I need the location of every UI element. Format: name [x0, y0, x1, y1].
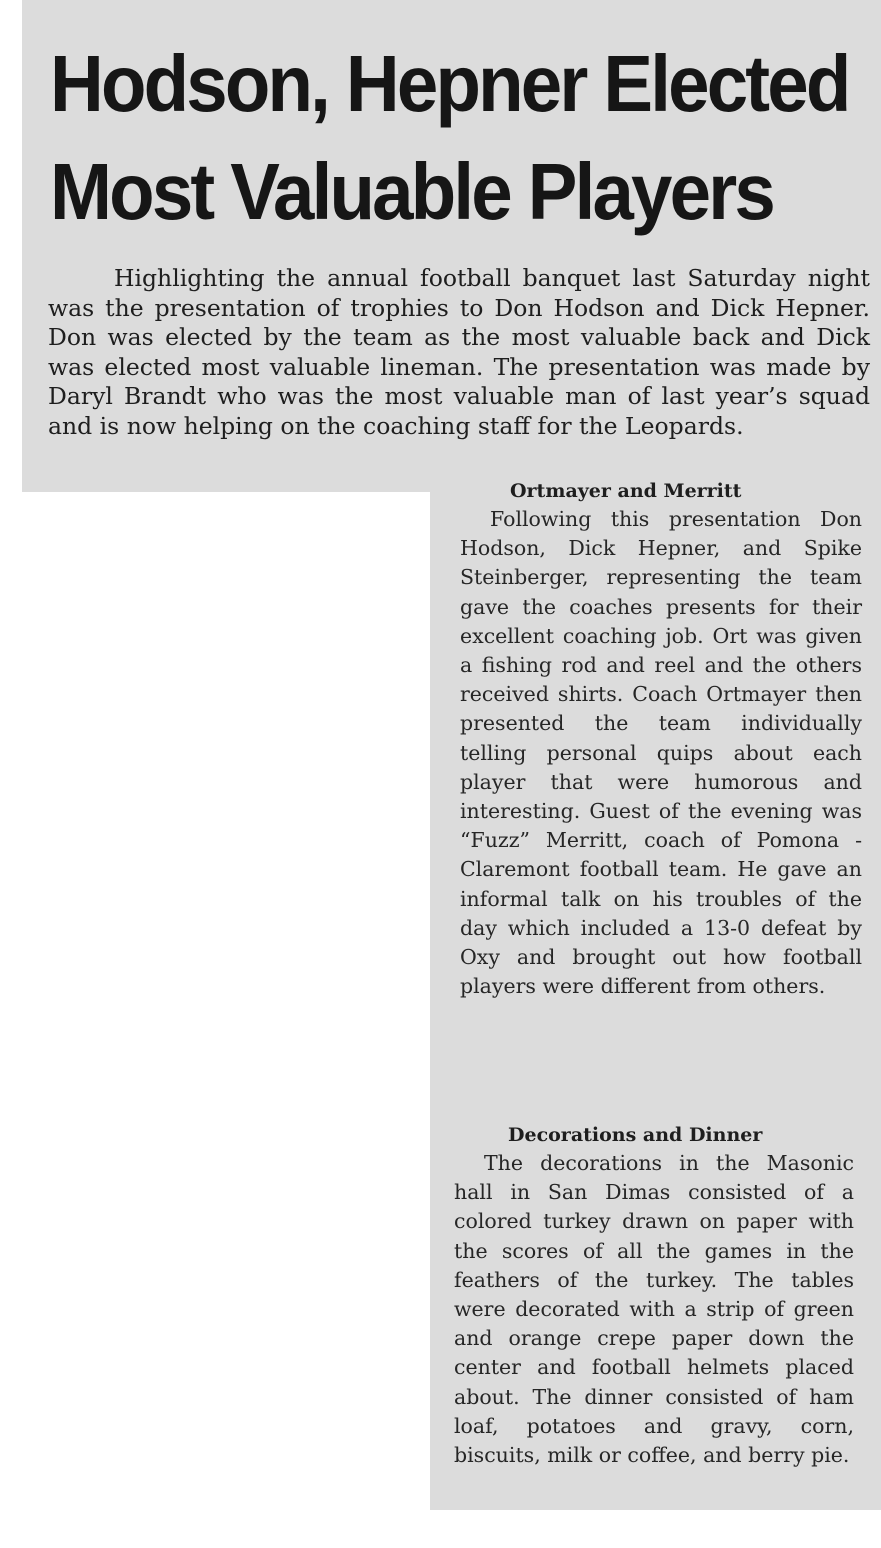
subhead-ortmayer-merritt: Ortmayer and Merritt — [510, 480, 742, 502]
paragraph-decorations-dinner: The decorations in the Masonic hall in San Dimas consisted of a colored turkey drawn on paper with the scores of all the games in the feathers of the turkey. The tables were decorated with a strip of green and orange crepe paper down the center and football helmets placed about. The dinner consisted of ham loaf, potatoes and gravy, corn, biscuits, milk or coffee, and berry pie. — [454, 1151, 854, 1468]
headline-line-2: Most Valuable Players — [50, 147, 773, 236]
headline — [50, 30, 849, 246]
paragraph-ortmayer-merritt: Following this presentation Don Hodson, Dick Hepner, and Spike Steinberger, representing the team gave the coaches presents for their excellent coaching job. Ort was given a fishing rod and reel and the others received shirts. Coach Ortmayer then presented the team individually telling personal quips about each player that were humorous and interesting. Guest of the evening was “Fuzz” Merritt, coach of Pomona - Claremont football team. He gave an informal talk on his troubles of the day which included a 13-0 defeat by Oxy and brought out how football players were different from others. — [460, 507, 862, 999]
subhead-decorations-dinner: Decorations and Dinner — [508, 1124, 763, 1146]
lead-paragraph: Highlighting the annual football banquet last Saturday night was the presentation of trophies to Don Hodson and Dick Hepner. Don was elected by the team as the most valuable back and Dick was elected most valuable lineman. The presentation was made by Daryl Brandt who was the most valuable man of last year’s squad and is now helping on the coaching staff for the Leopards. — [48, 264, 870, 440]
headline-line-1: Hodson, Hepner Elected — [50, 39, 849, 128]
